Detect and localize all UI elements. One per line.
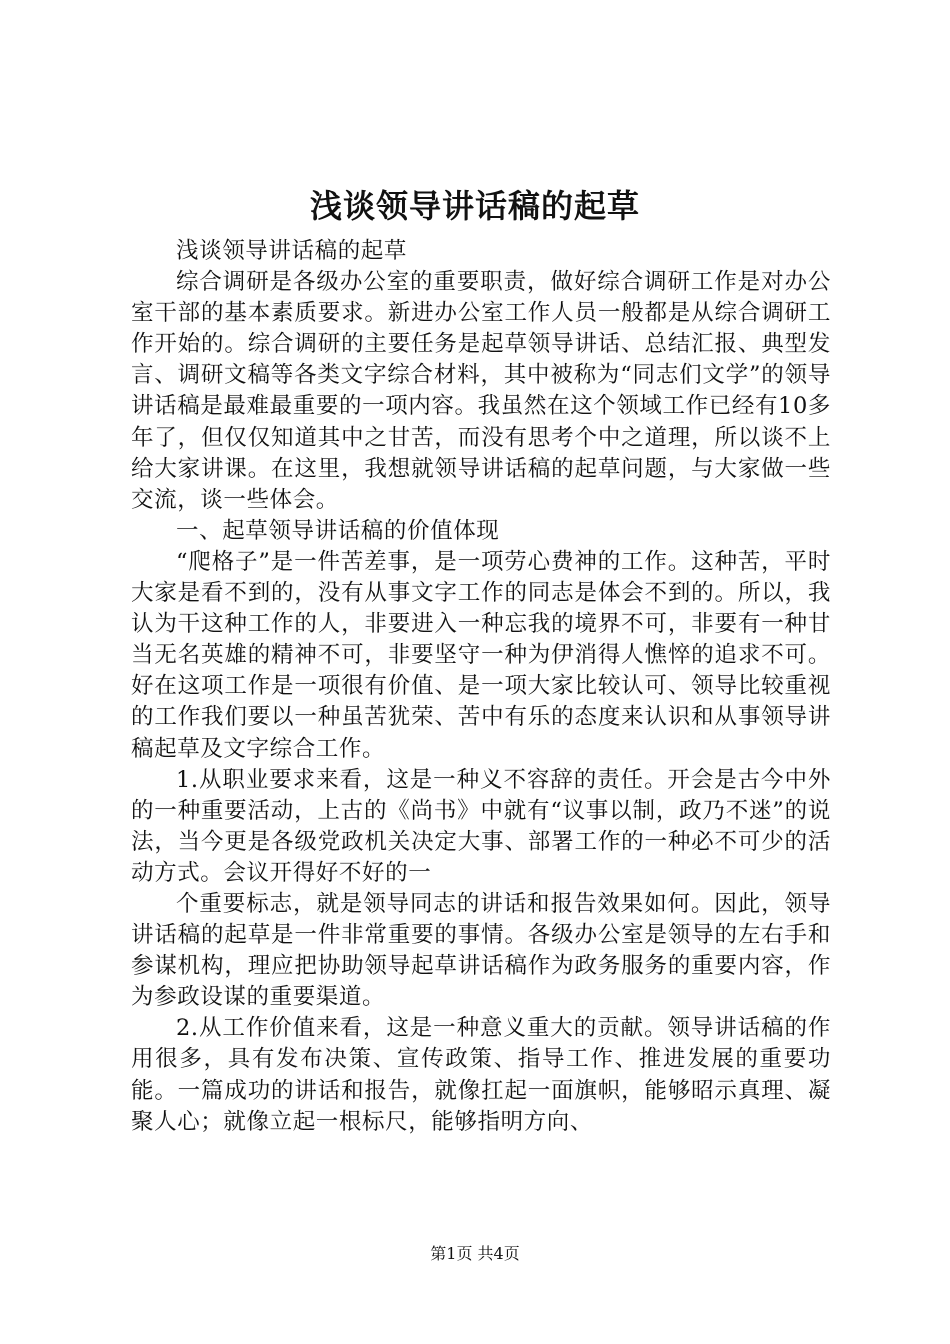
paragraph: 个重要标志，就是领导同志的讲话和报告效果如何。因此，领导讲话稿的起草是一件非常重要的事情。各级办公室是领导的左右手和参谋机构，理应把协助领导起草讲话稿作为政务服务的重要内容，作为参政设谋的重要渠道。 (131, 890, 831, 1011)
section-heading: 一、起草领导讲话稿的价值体现 (176, 517, 500, 544)
page-footer: 第1页 共4页 (430, 1244, 520, 1263)
document-title: 浅谈领导讲话稿的起草 (309, 187, 640, 225)
document-body (131, 236, 831, 1138)
paragraph-subtitle: 浅谈领导讲话稿的起草 (176, 238, 408, 264)
paragraph: 1.从职业要求来看，这是一种义不容辞的责任。开会是古今中外的一种重要活动，上古的《尚书》中就有“议事以制，政乃不迷”的说法，当今更是各级党政机关决定大事、部署工作的一种必不可少的活动方式。会议开得好不好的一 (131, 766, 831, 886)
paragraph: “爬格子”是一件苦差事，是一项劳心费神的工作。这种苦，平时大家是看不到的，没有从事文字工作的同志是体会不到的。所以，我认为干这种工作的人，非要进入一种忘我的境界不可，非要有一种甘当无名英雄的精神不可，非要坚守一种为伊消得人憔悴的追求不可。好在这项工作是一项很有价值、是一项大家比较认可、领导比较重视的工作我们要以一种虽苦犹荣、苦中有乐的态度来认识和从事领导讲稿起草及文字综合工作。 (131, 548, 831, 762)
paragraph: 综合调研是各级办公室的重要职责，做好综合调研工作是对办公室干部的基本素质要求。新进办公室工作人员一般都是从综合调研工作开始的。综合调研的主要任务是起草领导讲话、总结汇报、典型发言、调研文稿等各类文字综合材料，其中被称为“同志们文学”的领导讲话稿是最难最重要的一项内容。我虽然在这个领域工作已经有10多年了，但仅仅知道其中之甘苦，而没有思考个中之道理，所以谈不上给大家讲课。在这里，我想就领导讲话稿的起草问题，与大家做一些交流，谈一些体会。 (131, 269, 831, 513)
paragraph: 2.从工作价值来看，这是一种意义重大的贡献。领导讲话稿的作用很多，具有发布决策、宣传政策、指导工作、推进发展的重要功能。一篇成功的讲话和报告，就像扛起一面旗帜，能够昭示真理、凝聚人心；就像立起一根标尺，能够指明方向、 (131, 1015, 831, 1135)
